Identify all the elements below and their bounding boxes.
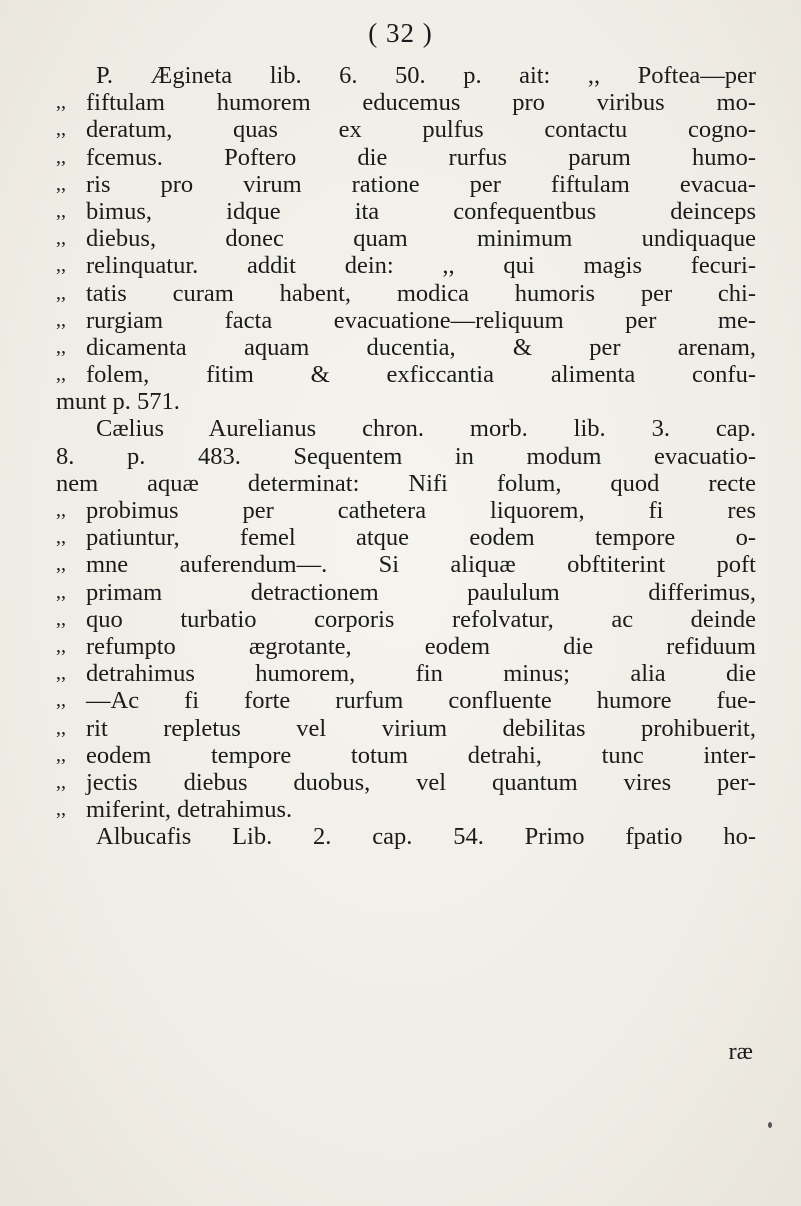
text-line: [56, 252, 756, 279]
text-line: [56, 497, 756, 524]
text-line-content: ,, miferint, detrahimus.: [86, 796, 293, 824]
text-line-content: Albucafis Lib. 2. cap. 54. Primo fpatio ho-: [96, 823, 756, 851]
text-line: [56, 606, 756, 633]
text-line: [56, 198, 756, 225]
text-line: [56, 225, 756, 252]
text-line-content: ,, fcemus. Poftero die rurfus parum humo-: [86, 143, 756, 171]
text-line-content: ,, ris pro virum ratione per fiftulam evacua-: [86, 170, 756, 198]
text-line-content: ,, dicamenta aquam ducentia, & per arenam,: [86, 333, 756, 361]
text-line-content: ,, mne auferendum—. Si aliquæ obftiterint poft: [86, 551, 756, 579]
text-line-content: 8. p. 483. Sequentem in modum evacuatio-: [56, 442, 756, 470]
text-line-content: ,, fiftulam humorem educemus pro viribus mo-: [86, 89, 756, 117]
text-line: [56, 769, 756, 796]
text-line: [56, 361, 756, 388]
body-text: [56, 62, 756, 850]
text-line-content: ,, refumpto ægrotante, eodem die refiduum: [86, 632, 756, 660]
text-line: [56, 470, 756, 497]
text-line-content: ,, diebus, donec quam minimum undiquaque: [86, 225, 756, 253]
text-line-content: ,, deratum, quas ex pulfus contactu cogno-: [86, 116, 756, 144]
text-line-content: ,, patiuntur, femel atque eodem tempore o-: [86, 524, 756, 552]
text-line: [56, 388, 756, 415]
text-line: [56, 415, 756, 442]
text-line: [56, 633, 756, 660]
text-line: [56, 144, 756, 171]
text-line: [56, 660, 756, 687]
page-number: ( 32 ): [368, 18, 433, 48]
text-line-content: ,, bimus, idque ita confequentbus deinceps: [86, 197, 756, 225]
text-line: [56, 524, 756, 551]
text-line: [56, 715, 756, 742]
text-line-content: ,, folem, fitim & exficcantia alimenta confu-: [86, 361, 756, 389]
text-line: [56, 307, 756, 334]
text-line-content: P. Ægineta lib. 6. 50. p. ait: ,, Poftea—per: [96, 62, 756, 89]
text-line: [56, 171, 756, 198]
text-line-content: munt p. 571.: [56, 388, 180, 416]
text-line: [56, 89, 756, 116]
text-line: [56, 443, 756, 470]
text-line: [56, 62, 756, 89]
text-line-content: ,, probimus per cathetera liquorem, fi res: [86, 497, 756, 524]
text-line-content: ,, jectis diebus duobus, vel quantum vires per-: [86, 768, 756, 796]
text-line-content: nem aquæ determinat: Nifi folum, quod recte: [56, 469, 756, 497]
text-line-content: ,, rurgiam facta evacuatione—reliquum per me-: [86, 306, 756, 334]
text-line-content: ,, relinquatur. addit dein: ,, qui magis fecuri-: [86, 252, 756, 280]
text-line: [56, 579, 756, 606]
text-line-content: ,, —Ac fi forte rurfum confluente humore fue-: [86, 687, 756, 715]
text-line: [56, 796, 756, 823]
text-line-content: ,, eodem tempore totum detrahi, tunc inter-: [86, 741, 756, 769]
text-line-content: Cælius Aurelianus chron. morb. lib. 3. cap.: [96, 415, 756, 443]
text-line: [56, 116, 756, 143]
ink-speck: [768, 1122, 772, 1128]
text-line: [56, 334, 756, 361]
text-line-content: ,, detrahimus humorem, fin minus; alia die: [86, 660, 756, 688]
text-line-content: ,, primam detractionem paululum differimus,: [86, 578, 756, 606]
text-line-content: ,, rit repletus vel virium debilitas prohibuerit,: [86, 714, 756, 742]
text-line: [56, 687, 756, 714]
text-line: [56, 742, 756, 769]
text-line-content: ,, tatis curam habent, modica humoris per chi-: [86, 279, 756, 307]
text-line: [56, 551, 756, 578]
catchword: ræ: [728, 1038, 753, 1065]
text-line: [56, 823, 756, 850]
text-line: [56, 280, 756, 307]
text-line-content: ,, quo turbatio corporis refolvatur, ac deinde: [86, 605, 756, 633]
